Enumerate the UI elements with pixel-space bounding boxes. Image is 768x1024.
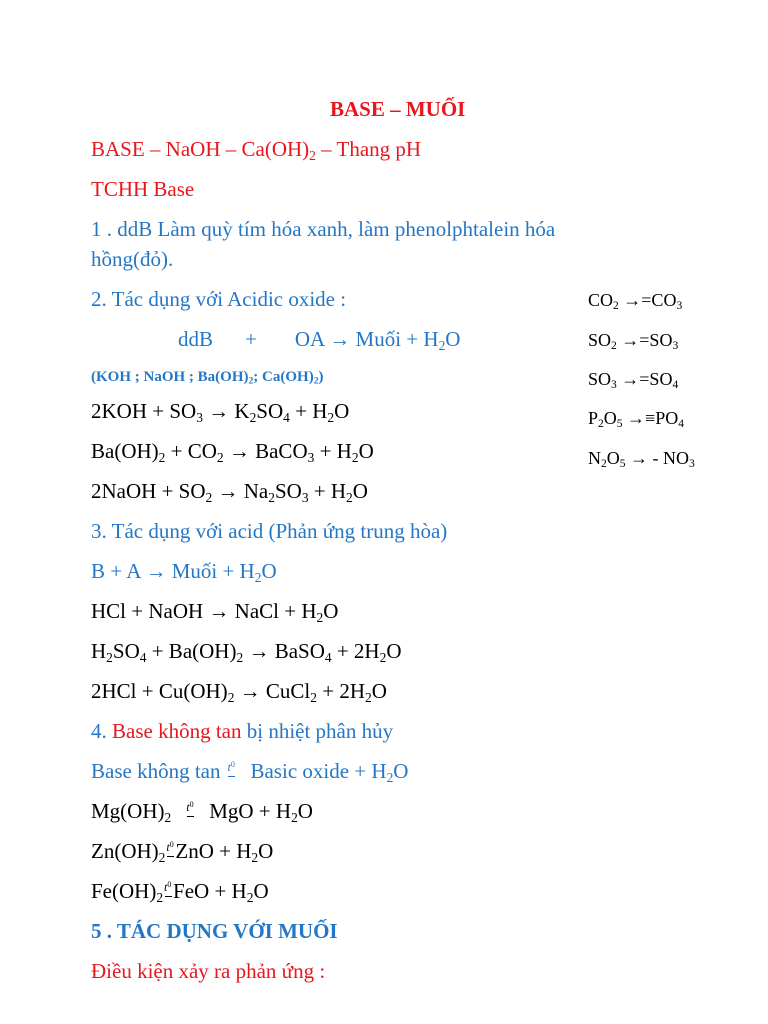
- p2-eq2: $Ba(OH)_2 + CO_2$ → BaCO$_3$ + $H_2O$: [91, 439, 374, 465]
- p5-condition: Điều kiện xảy ra phản ứng :: [91, 959, 326, 983]
- p3-eq2: $H_2SO_4 + Ba(OH)_2$ → BaSO$_4$ + $2H_2O$: [91, 639, 402, 665]
- p4-eq2: $Zn(OH)_2$ $t^0$ ZnO + $H_2O$: [91, 839, 274, 865]
- side-n2o5: $N_2O_5$ → - $NO_3$: [588, 448, 695, 471]
- side-co2: $CO_2 \to=CO_3$: [588, 290, 683, 313]
- side-p2o5: $P_2O_5 \to\equiv PO_4$: [588, 408, 684, 431]
- p2-general: ddB + OA → Muối + $H_2O$: [178, 327, 461, 353]
- p3-general: B + A → Muối + $H_2O$: [91, 559, 277, 585]
- p4-eq1: $Mg(OH)_2$ $t^0$ MgO + $H_2O$: [91, 799, 313, 825]
- p3-eq1: HCl + NaOH → NaCl + $H_2O$: [91, 599, 339, 625]
- side-so2: $SO_2 \to=SO_3$: [588, 330, 679, 353]
- p4-heading: 4. Base không tan bị nhiệt phân hủy: [91, 719, 394, 743]
- p2-eq3: 2NaOH + $SO_2 \to Na_2SO_3 + H_2O$: [91, 479, 368, 505]
- p2-bases: (KOH ; NaOH ; $Ba(OH)_2$; $Ca(OH)_2$): [91, 369, 324, 387]
- p3-heading: 3. Tác dụng với acid (Phản ứng trung hòa): [91, 519, 448, 543]
- heat-symbol: $t^0$: [224, 763, 240, 783]
- p4-general: Base không tan $t^0$ Basic oxide + $H_2O$: [91, 759, 409, 785]
- heat-symbol: $t^0$: [183, 803, 199, 823]
- page-title: BASE – MUỐI: [330, 97, 466, 121]
- p1-line1: 1 . ddB Làm quỳ tím hóa xanh, làm phenolphtalein hóa: [91, 217, 556, 241]
- p1-line2: hồng(đỏ).: [91, 247, 174, 271]
- p2-eq1: $2KOH + SO_3 \to K_2SO_4 + H_2O$: [91, 399, 350, 425]
- p5-heading: 5 . TÁC DỤNG VỚI MUỐI: [91, 919, 338, 943]
- p4-eq3: $Fe(OH)_2$ $t^0$ FeO + $H_2O$: [91, 879, 269, 905]
- section-tchh: TCHH Base: [91, 177, 195, 201]
- side-so3: $SO_3 \to=SO_4$: [588, 369, 679, 392]
- heat-symbol: $t^0$: [161, 883, 173, 903]
- subtitle: BASE – NaOH – $Ca(OH)_2$ – Thang pH: [91, 137, 422, 163]
- p2-heading: 2. Tác dụng với Acidic oxide :: [91, 287, 347, 311]
- p3-eq3: $2HCl + Cu(OH)_2$ → CuCl$_2$ + $2H_2O$: [91, 679, 387, 705]
- heat-symbol: $t^0$: [163, 843, 175, 863]
